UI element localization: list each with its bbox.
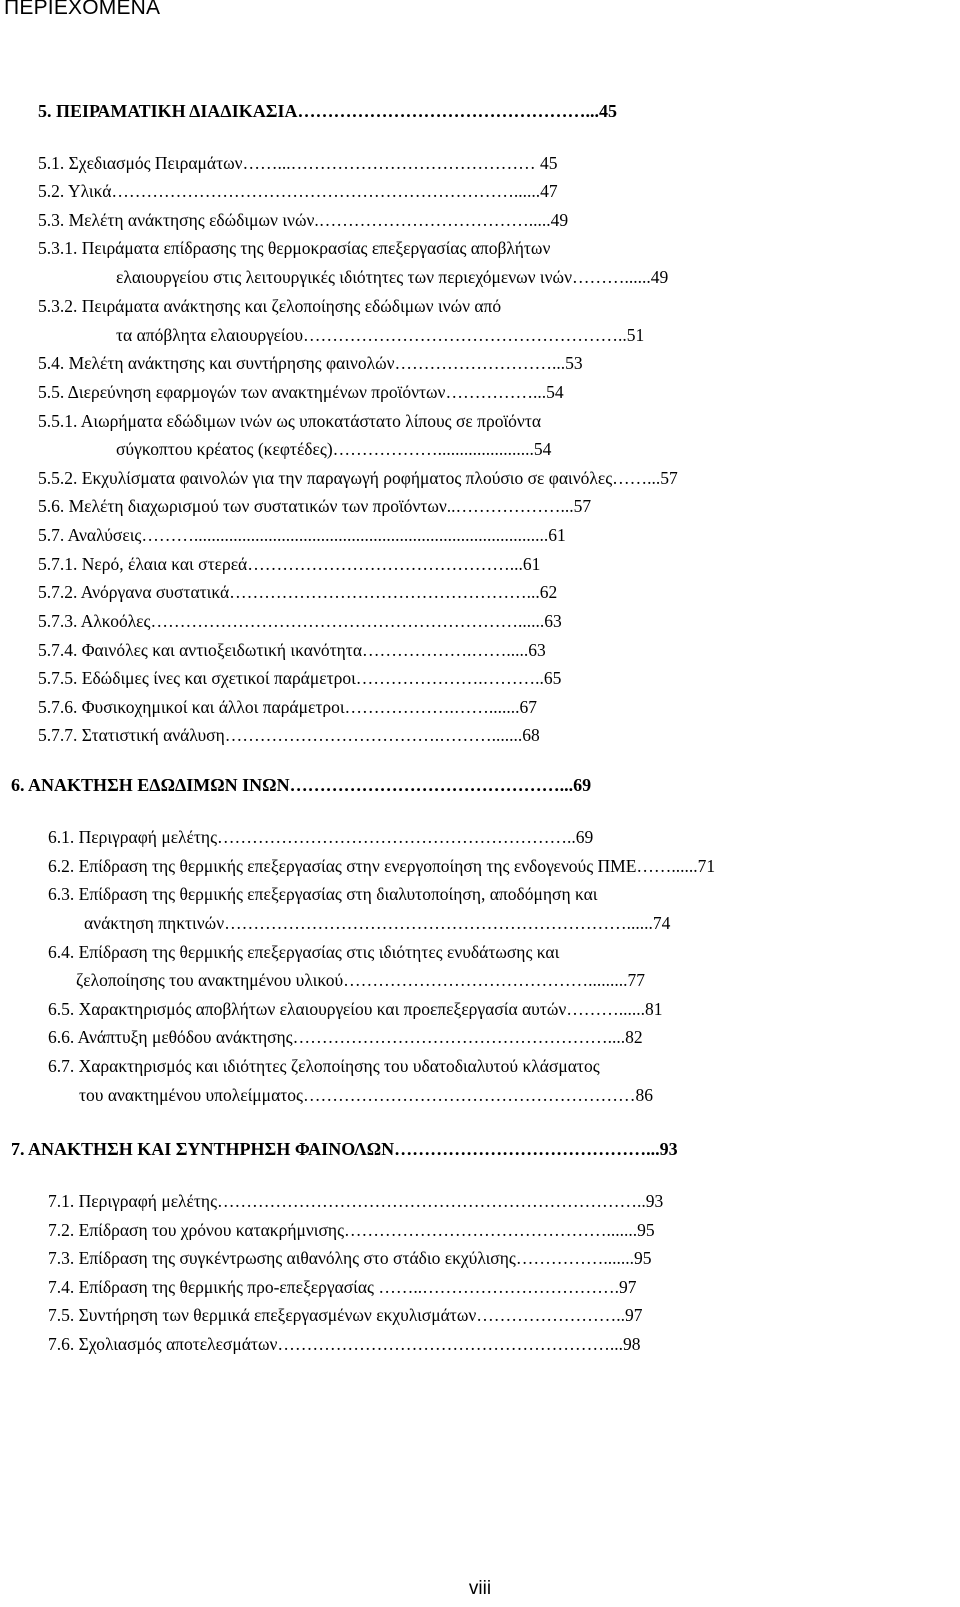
toc-entry: 5.7.4. Φαινόλες και αντιοξειδωτική ικανότητα……………….…….....63 — [38, 640, 546, 660]
toc-entry: 5.5. Διερεύνηση εφαρμογών των ανακτημένων προϊόντων……………...54 — [38, 382, 564, 402]
toc-entry: 5.7. Αναλύσεις……….................................................................................61 — [38, 525, 566, 545]
toc-entry: 5.5.2. Εκχυλίσματα φαινολών για την παραγωγή ροφήματος πλούσιο σε φαινόλες……...57 — [38, 468, 678, 488]
toc-entry: 5.7.7. Στατιστική ανάλυση……………………………….……….......68 — [38, 725, 540, 745]
toc-entry: 7.2. Επίδραση του χρόνου κατακρήμνισης……………………………………….......95 — [48, 1220, 655, 1240]
page-title: ΠΕΡΙΕΧΟΜΕΝΑ — [4, 0, 161, 19]
toc-entry: 5.6. Μελέτη διαχωρισμού των συστατικών των προϊόντων..………………...57 — [38, 496, 592, 516]
toc-entry: 7.4. Επίδραση της θερμικής προ-επεξεργασίας ……..…………………………….97 — [48, 1277, 637, 1297]
toc-entry: 7.3. Επίδραση της συγκέντρωσης αιθανόλης στο στάδιο εκχύλισης…………….......95 — [48, 1248, 652, 1268]
toc-entry: 6.5. Χαρακτηρισμός αποβλήτων ελαιουργείου και προεπεξεργασία αυτών………......81 — [48, 999, 663, 1019]
toc-entry: 7.6. Σχολιασμός αποτελεσμάτων…………………………………………………...98 — [48, 1334, 641, 1354]
toc-entry: 6.3. Επίδραση της θερμικής επεξεργασίας στη διαλυτοποίηση, αποδόμηση και — [48, 884, 598, 904]
toc-entry: 6.2. Επίδραση της θερμικής επεξεργασίας στην ενεργοποίηση της ενδογενούς ΠΜΕ……......71 — [48, 856, 716, 876]
toc-entry: 6.4. Επίδραση της θερμικής επεξεργασίας στις ιδιότητες ενυδάτωσης και — [48, 942, 560, 962]
toc-entry: 7. ΑΝΑΚΤΗΣΗ ΚΑΙ ΣΥΝΤΗΡΗΣΗ ΦΑΙΝΟΛΩΝ……………………………………...93 — [11, 1139, 678, 1159]
toc-entry: 5.7.3. Αλκοόλες………………………………………………………......63 — [38, 611, 562, 631]
toc-entry: του ανακτημένου υπολείμματος…………………………………………………86 — [79, 1085, 653, 1105]
toc-entry: 5.3.2. Πειράματα ανάκτησης και ζελοποίησης εδώδιμων ινών από — [38, 296, 502, 316]
toc-entry: 5. ΠΕΙΡΑΜΑΤΙΚΗ ΔΙΑΔΙΚΑΣΙΑ…………………………………………...45 — [38, 101, 617, 121]
toc-entry: 5.1. Σχεδιασμός Πειραμάτων……...…………………………………… 45 — [38, 153, 558, 173]
toc-entry: 7.1. Περιγραφή μελέτης………………………………………………………………..93 — [48, 1191, 664, 1211]
page-number: viii — [468, 1578, 492, 1599]
toc-entry: ανάκτηση πηκτινών……………………………………………………………......74 — [84, 913, 671, 933]
toc-entry: 5.7.2. Ανόργανα συστατικά……………………………………………...62 — [38, 582, 558, 602]
toc-entry: 5.7.1. Νερό, έλαια και στερεά………………………………………...61 — [38, 554, 541, 574]
toc-entry: 5.3.1. Πειράματα επίδρασης της θερμοκρασίας επεξεργασίας αποβλήτων — [38, 238, 551, 258]
toc-entry: 6.6. Ανάπτυξη μεθόδου ανάκτησης………………………………………………....82 — [48, 1027, 643, 1047]
toc-entry: 6.7. Χαρακτηρισμός και ιδιότητες ζελοποίησης του υδατοδιαλυτού κλάσματος — [48, 1056, 600, 1076]
toc-entry: ζελοποίησης του ανακτημένου υλικού…………………………………….........77 — [76, 970, 646, 990]
toc-entry: 5.5.1. Αιωρήματα εδώδιμων ινών ως υποκατάστατο λίπους σε προϊόντα — [38, 411, 542, 431]
toc-entry: 5.3. Μελέτη ανάκτησης εδώδιμων ινών.……………………………….....49 — [38, 210, 569, 230]
toc-entry: σύγκοπτου κρέατος (κεφτέδες)………………......................54 — [116, 439, 552, 459]
toc-entry: 5.7.6. Φυσικοχημικοί και άλλοι παράμετροι……………….…….......67 — [38, 697, 538, 717]
toc-entry: ελαιουργείου στις λειτουργικές ιδιότητες των περιεχόμενων ινών………......49 — [116, 267, 669, 287]
toc-entry: 7.5. Συντήρηση των θερμικά επεξεργασμένων εκχυλισμάτων……………………..97 — [48, 1305, 643, 1325]
toc-entry: 6.1. Περιγραφή μελέτης……………………………………………………..69 — [48, 827, 594, 847]
toc-entry: 5.7.5. Εδώδιμες ίνες και σχετικοί παράμετροι………………….………..65 — [38, 668, 562, 688]
toc-entry: τα απόβλητα ελαιουργείου………………………………………………..51 — [116, 325, 645, 345]
toc-entry: 6. ΑΝΑΚΤΗΣΗ ΕΔΩΔΙΜΩΝ ΙΝΩΝ………………………………………...69 — [11, 775, 592, 795]
toc-entry: 5.2. Υλικά……………………………………………………………......47 — [38, 181, 558, 201]
toc-entry: 5.4. Μελέτη ανάκτησης και συντήρησης φαινολών………………………...53 — [38, 353, 583, 373]
